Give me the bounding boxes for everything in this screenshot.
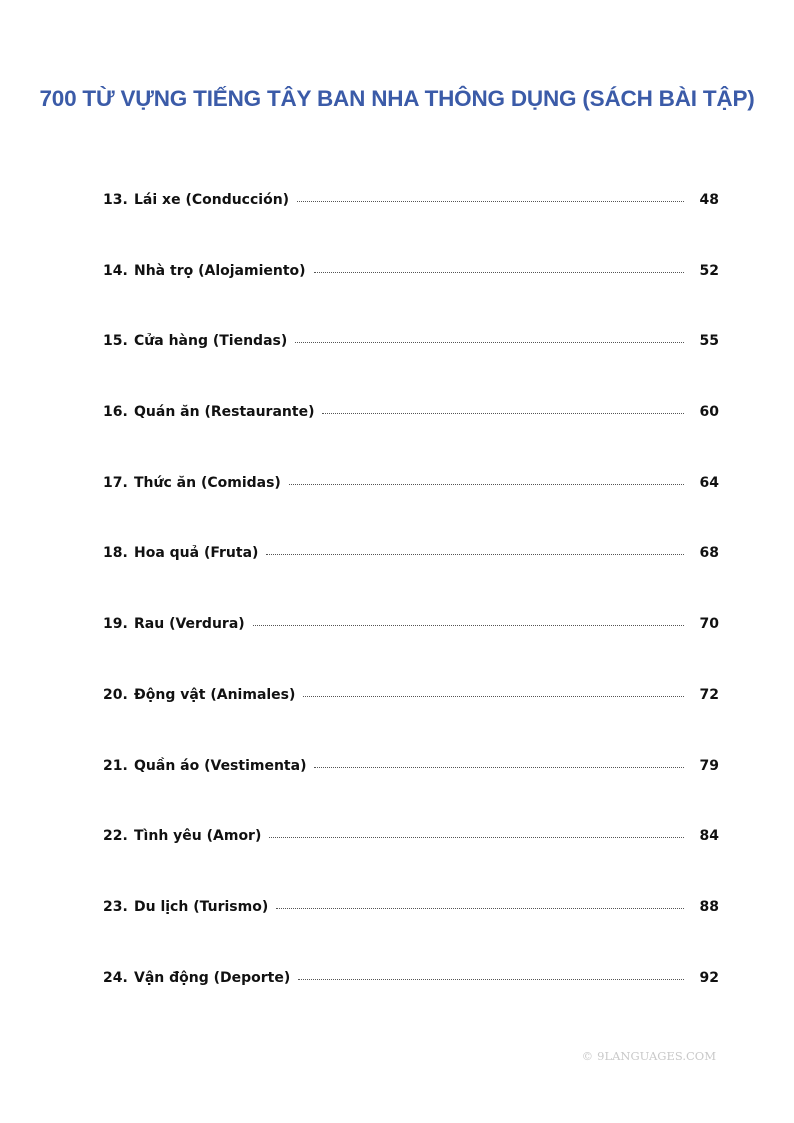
toc-entry[interactable] (103, 758, 719, 829)
dot-leader (314, 767, 683, 768)
dot-leader (314, 272, 684, 273)
dot-leader (253, 625, 684, 626)
footer-watermark (582, 1049, 716, 1063)
copyright-icon: © (581, 1049, 594, 1063)
dot-leader (289, 484, 684, 485)
dot-leader (322, 413, 683, 414)
toc-entry-number: 21. (103, 757, 128, 774)
toc-entry-page: 70 (699, 616, 719, 633)
toc-entry-page: 60 (699, 404, 719, 421)
toc-entry-page: 52 (699, 262, 719, 279)
watermark-text: 9LANGUAGES.COM (597, 1049, 716, 1063)
dot-leader (276, 908, 683, 909)
table-of-contents (103, 192, 719, 1040)
toc-entry-page: 64 (699, 474, 719, 491)
toc-entry[interactable] (103, 475, 719, 546)
toc-entry-page: 92 (699, 969, 719, 986)
toc-entry-number: 17. (103, 474, 128, 491)
toc-entry-number: 13. (103, 192, 128, 208)
toc-entry[interactable] (103, 192, 719, 263)
toc-entry[interactable] (103, 333, 719, 404)
toc-entry[interactable] (103, 616, 719, 687)
toc-entry[interactable] (103, 545, 719, 616)
toc-entry-title: Lái xe (Conducción) (134, 192, 290, 208)
toc-entry-page: 72 (699, 686, 719, 703)
dot-leader (298, 979, 683, 980)
toc-entry-page: 88 (699, 898, 719, 915)
toc-entry-title: Quần áo (Vestimenta) (134, 757, 307, 774)
toc-entry-title: Thức ăn (Comidas) (134, 474, 281, 491)
toc-entry[interactable] (103, 899, 719, 970)
toc-entry-page: 79 (699, 757, 719, 774)
toc-entry-title: Nhà trọ (Alojamiento) (134, 262, 306, 279)
toc-entry-title: Vận động (Deporte) (134, 969, 291, 986)
toc-entry-page: 68 (699, 545, 719, 562)
toc-entry-page: 48 (699, 192, 719, 208)
toc-entry-number: 23. (103, 898, 128, 915)
toc-entry-number: 14. (103, 262, 128, 279)
toc-entry-title: Quán ăn (Restaurante) (134, 404, 315, 421)
toc-entry-title: Cửa hàng (Tiendas) (134, 333, 288, 350)
toc-entry[interactable] (103, 828, 719, 899)
dot-leader (303, 696, 683, 697)
toc-entry[interactable] (103, 404, 719, 475)
dot-leader (266, 554, 683, 555)
dot-leader (297, 201, 683, 202)
toc-entry-number: 16. (103, 404, 128, 421)
toc-entry-number: 15. (103, 333, 128, 350)
toc-entry-number: 18. (103, 545, 128, 562)
toc-entry-number: 24. (103, 969, 128, 986)
toc-entry-title: Động vật (Animales) (134, 686, 296, 703)
toc-entry-title: Tình yêu (Amor) (134, 828, 262, 845)
toc-entry-number: 20. (103, 686, 128, 703)
toc-entry[interactable] (103, 263, 719, 334)
toc-entry-number: 19. (103, 616, 128, 633)
dot-leader (295, 342, 683, 343)
toc-entry-title: Du lịch (Turismo) (134, 898, 269, 915)
toc-entry-title: Hoa quả (Fruta) (134, 545, 259, 562)
page-title: 700 TỪ VỰNG TIẾNG TÂY BAN NHA THÔNG DỤNG (SÁCH BÀI TẬP) (39, 86, 755, 111)
toc-entry[interactable] (103, 687, 719, 758)
toc-entry-number: 22. (103, 828, 128, 845)
toc-entry[interactable] (103, 970, 719, 1041)
toc-entry-page: 55 (699, 333, 719, 350)
toc-entry-page: 84 (699, 828, 719, 845)
toc-entry-title: Rau (Verdura) (134, 616, 245, 633)
dot-leader (269, 837, 683, 838)
